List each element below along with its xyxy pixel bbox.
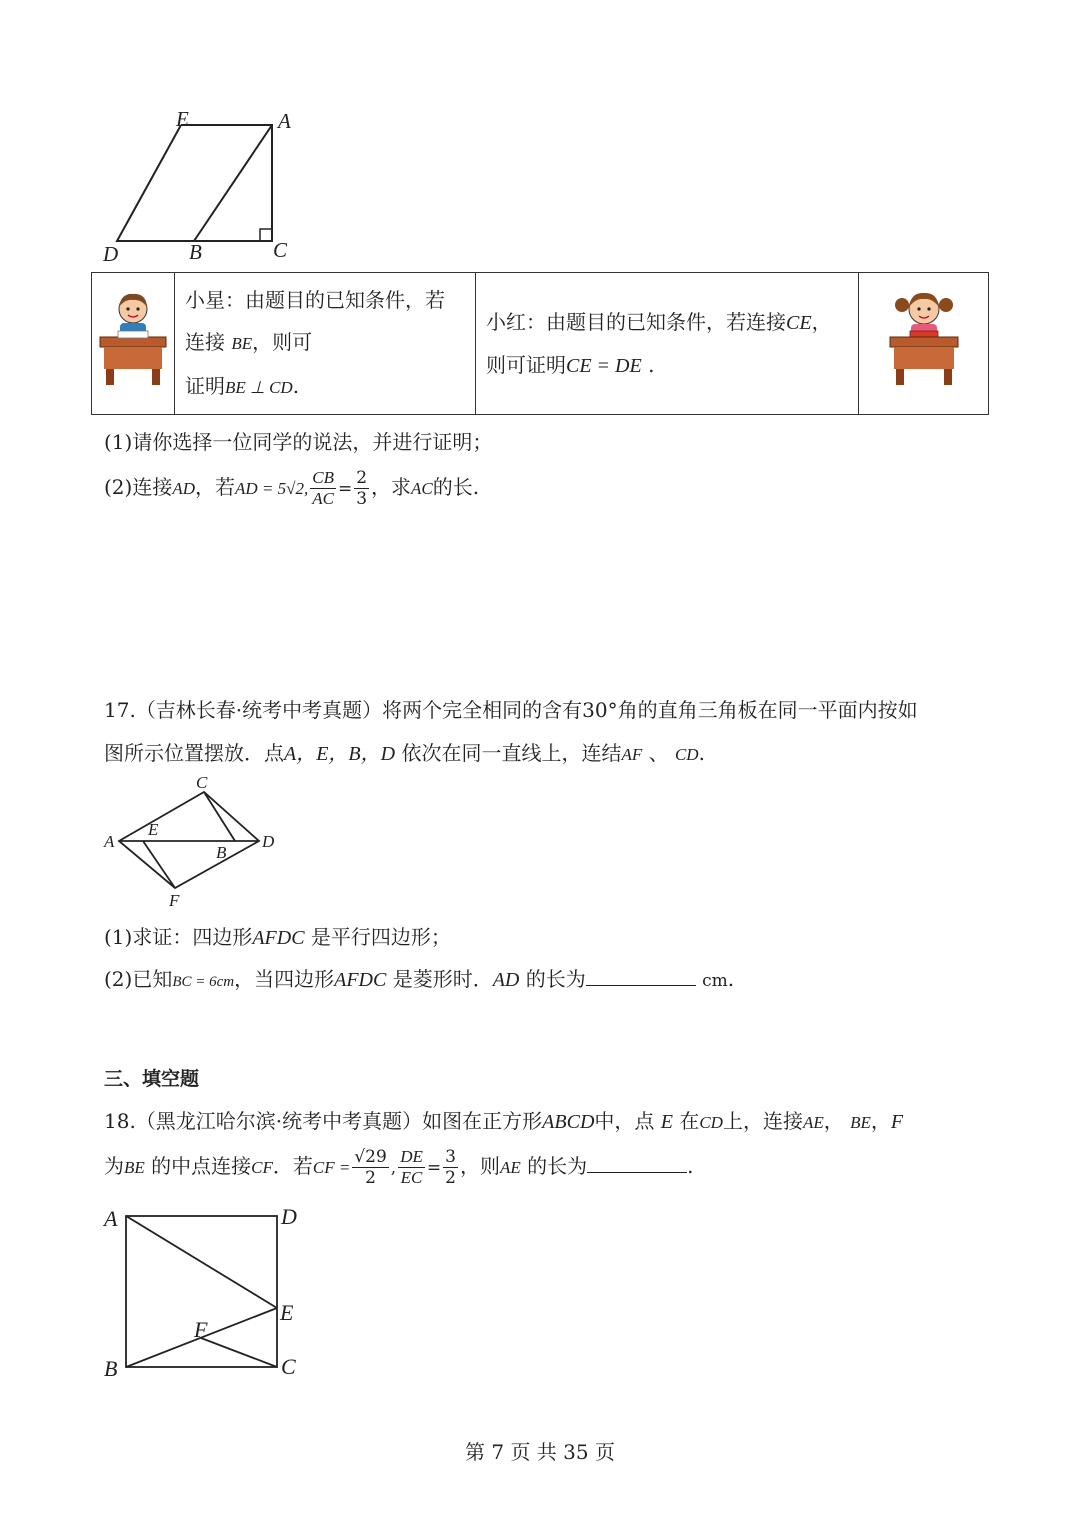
xiaoxing-cell (175, 273, 476, 415)
q16-part1: (1)请你选择一位同学的说法，并进行证明； (104, 430, 493, 454)
xiaoxing-line-1: 小星：由题目的已知条件，若 (185, 287, 445, 312)
q17-part2: (2)已知BC = 6cm，当四边形AFDC 是菱形时．AD 的长为 cm. (104, 967, 735, 991)
fig18-label-a: A (104, 1206, 118, 1231)
dialog-table (91, 272, 989, 415)
fig16-label-b: B (189, 240, 202, 264)
fig18-label-b: B (104, 1356, 118, 1381)
figure-q18-square (100, 1200, 320, 1390)
fig18-label-d: D (281, 1204, 297, 1229)
q17-answer-blank[interactable] (586, 967, 696, 986)
girl-student-icon (884, 287, 964, 387)
xiaoxing-line-3: 证明BE ⊥ CD. (185, 373, 300, 398)
q18-line-2: 为BE 的中点连接CF．若CF = $\frac{√29}{2}$ , $\frac{DE}{EC}$ = $\frac{3}{2}$ ，则AE 的长为 . (104, 1147, 694, 1188)
fig16-label-d: D (103, 242, 119, 266)
fig16-outline (117, 125, 272, 241)
figure-q17-parallelogram (100, 768, 290, 913)
q17-part1: (1)求证：四边形AFDC 是平行四边形； (104, 925, 451, 949)
q18-answer-blank[interactable] (587, 1154, 687, 1173)
q17-line-1: 17.（吉林长春·统考中考真题）将两个完全相同的含有30°角的直角三角板在同一平面内按如 (104, 698, 918, 722)
xiaoxing-line-2: 连接 BE，则可 (185, 329, 313, 354)
fig18-line-ae (126, 1216, 277, 1308)
fig18-label-f: F (194, 1317, 208, 1342)
fig18-label-e: E (280, 1300, 294, 1325)
fig17-label-c: C (196, 773, 208, 792)
section-3-title: 三、填空题 (104, 1068, 200, 1090)
q17-line-2: 图所示位置摆放．点A，E，B，D 依次在同一直线上，连结AF 、 CD. (104, 741, 705, 765)
boy-cell (92, 273, 175, 415)
fig16-label-c: C (273, 238, 288, 262)
fig18-line-fc (201, 1338, 277, 1367)
fig17-label-f: F (169, 891, 180, 910)
fig17-label-e: E (148, 820, 159, 839)
boy-student-icon (96, 287, 170, 387)
girl-cell (859, 273, 989, 415)
fig17-label-b: B (216, 843, 227, 862)
page-footer: 第 7 页 共 35 页 (465, 1440, 615, 1464)
xiaohong-line-1: 小红：由题目的已知条件，若连接CE， (486, 309, 832, 334)
xiaohong-line-2: 则可证明CE = DE . (486, 352, 655, 377)
fig16-label-e: E (176, 107, 189, 131)
fig17-label-d: D (262, 832, 275, 851)
fig17-label-a: A (104, 832, 115, 851)
xiaohong-cell (476, 273, 859, 415)
fig16-label-a: A (278, 109, 291, 133)
q18-line-1: 18.（黑龙江哈尔滨·统考中考真题）如图在正方形ABCD中，点 E 在CD上，连接AE， BE，F (104, 1109, 904, 1133)
fig16-right-angle-mark (260, 229, 272, 241)
fig18-square-abcd (126, 1216, 277, 1367)
fig16-segment-ba (194, 125, 272, 241)
figure-q16-trapezoid (95, 100, 315, 270)
fig17-outline (119, 792, 259, 888)
fig18-label-c: C (281, 1354, 296, 1379)
q16-part2: (2)连接AD，若AD = 5√2, $\frac{CB}{AC}$ = $\frac{2}{3}$ ，求AC的长. (104, 468, 480, 509)
